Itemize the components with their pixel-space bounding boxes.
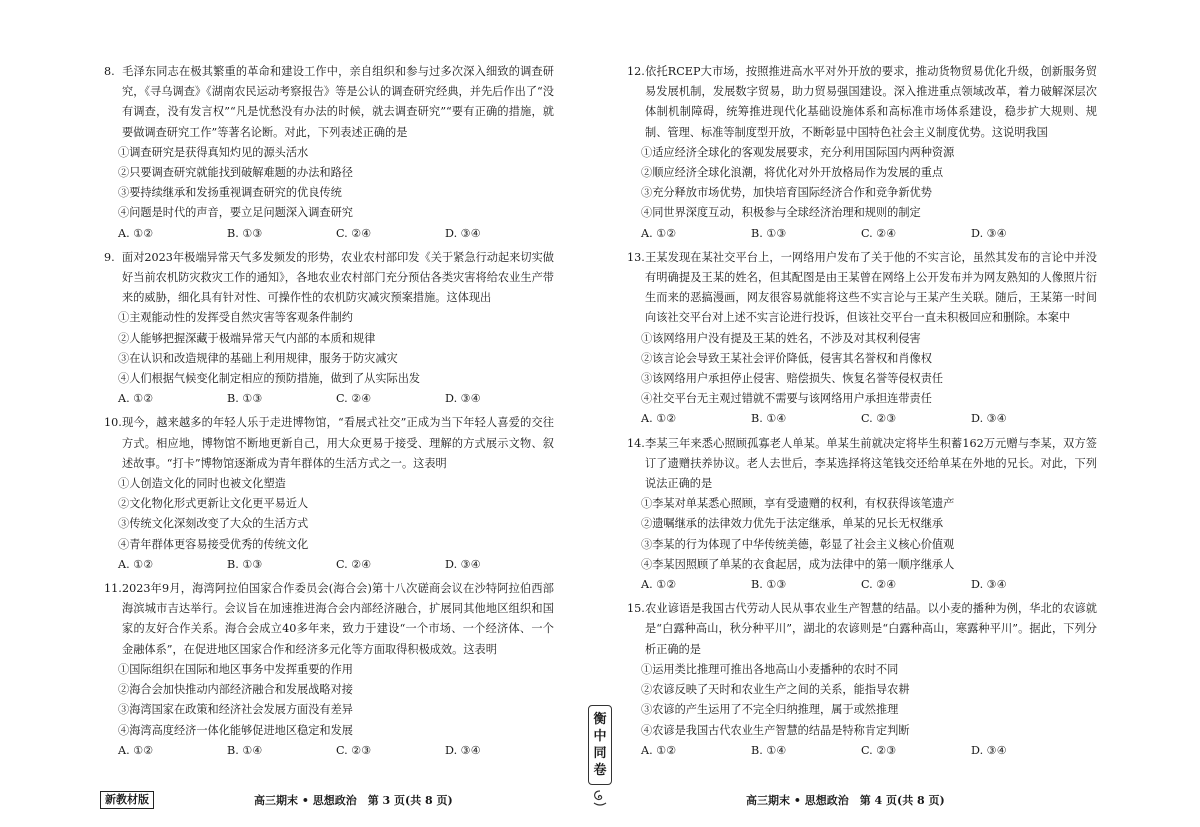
answer-choice: A. ①② <box>641 226 677 240</box>
statement-option: ②遗嘱继承的法律效力优先于法定继承，单某的兄长无权继承 <box>641 517 944 531</box>
page-footer-left: 高三期末 • 思想政治 第 3 页(共 8 页) <box>254 794 453 807</box>
question-block <box>104 579 554 761</box>
answer-choice: A. ①② <box>641 578 677 592</box>
answer-choice: D. ③④ <box>971 412 1007 426</box>
statement-option: ③传统文化深刻改变了大众的生活方式 <box>118 517 309 531</box>
answer-choice: A. ①② <box>641 412 677 426</box>
question-block <box>104 62 554 244</box>
answer-choice: C. ②③ <box>861 412 897 426</box>
question-number: 15. <box>627 602 645 616</box>
question-text: 现今，越来越多的年轻人乐于走进博物馆，“看展式社交”正成为当下年轻人喜爱的交往方式。相应地，博物馆不断地更新自己，用大众更易于接受、理解的方式展示文物、叙述故事。“打卡”博物馆逐渐成为青年群体的生活方式之一。这表明 <box>122 416 554 470</box>
answer-choice: B. ①④ <box>751 412 787 426</box>
statement-option: ③充分释放市场优势，加快培育国际经济合作和竞争新优势 <box>641 186 932 200</box>
answer-choice: A. ①② <box>118 392 154 406</box>
answer-choices <box>104 741 554 761</box>
swirl-ornament-icon <box>590 788 610 808</box>
answer-choices <box>627 741 1097 761</box>
right-column <box>627 62 1097 765</box>
question-text: 2023年9月，海湾阿拉伯国家合作委员会(海合会)第十八次磋商会议在沙特阿拉伯西部海滨城市吉达举行。会议旨在加速推进海合会内部经济融合，扩展同其他地区组织和国家的友好合作关系。海合会成立40多年来，致力于建设“一个市场、一个经济体、一个金融体系”，在促进地区国家合作和经济多元化等方面取得积极成效。这表明 <box>122 582 554 656</box>
statement-option: ①调查研究是获得真知灼见的源头活水 <box>118 145 309 159</box>
statement-option: ①该网络用户没有提及王某的姓名，不涉及对其权利侵害 <box>641 331 921 345</box>
answer-choices <box>627 575 1097 595</box>
question-stem <box>104 579 554 660</box>
statement-option: ①主观能动性的发挥受自然灾害等客观条件制约 <box>118 311 353 325</box>
question-stem <box>627 62 1097 143</box>
statement-option: ①人创造文化的同时也被文化塑造 <box>118 477 286 491</box>
answer-choice: C. ②④ <box>336 557 372 571</box>
question-block <box>627 248 1097 430</box>
statement-option: ③李某的行为体现了中华传统美德，彰显了社会主义核心价值观 <box>641 537 955 551</box>
question-number: 13. <box>627 250 645 264</box>
question-text: 依托RCEP大市场，按照推进高水平对外开放的要求，推动货物贸易优化升级，创新服务贸易发展机制，发展数字贸易，助力贸易强国建设。深入推进重点领域改革，着力破解深层次体制机制障碍，统筹推进现代化基础设施体系和高标准市场体系建设，稳步扩大规则、规制、管理、标准等制度型开放，不断彰显中国特色社会主义制度优势。这说明我国 <box>645 65 1097 139</box>
answer-choice: D. ③④ <box>971 578 1007 592</box>
answer-choice: D. ③④ <box>445 392 481 406</box>
answer-choice: C. ②④ <box>336 226 372 240</box>
statement-option: ④海湾高度经济一体化能够促进地区稳定和发展 <box>118 723 353 737</box>
seal-char: 中 <box>593 729 607 744</box>
statement-option: ①运用类比推理可推出各地高山小麦播种的农时不同 <box>641 662 899 676</box>
answer-choice: C. ②④ <box>861 578 897 592</box>
statement-option: ①适应经济全球化的客观发展要求，充分利用国际国内两种资源 <box>641 145 955 159</box>
answer-choice: B. ①③ <box>227 557 263 571</box>
statement-option: ④人们根据气候变化制定相应的预防措施，做到了从实际出发 <box>118 372 421 386</box>
hengzhong-seal <box>588 705 612 785</box>
answer-choice: B. ①③ <box>227 226 263 240</box>
left-column <box>104 62 554 765</box>
statement-option: ②人能够把握深藏于极端异常天气内部的本质和规律 <box>118 331 376 345</box>
statement-option: ④农谚是我国古代农业生产智慧的结晶是特称肯定判断 <box>641 723 910 737</box>
answer-choice: B. ①③ <box>751 578 787 592</box>
question-block <box>627 62 1097 244</box>
question-number: 8. <box>104 65 115 78</box>
statement-option: ②顺应经济全球化浪潮，将优化对外开放格局作为发展的重点 <box>641 166 944 180</box>
statement-option: ④同世界深度互动，积极参与全球经济治理和规则的制定 <box>641 206 921 220</box>
question-stem <box>104 248 554 309</box>
question-number: 9. <box>104 250 115 264</box>
question-number: 10. <box>104 416 122 430</box>
statement-option: ②该言论会导致王某社会评价降低，侵害其名誉权和肖像权 <box>641 351 932 365</box>
answer-choice: A. ①② <box>641 743 677 757</box>
statement-option: ③农谚的产生运用了不完全归纳推理，属于或然推理 <box>641 703 899 717</box>
statement-option: ②只要调查研究就能找到破解难题的办法和路径 <box>118 166 353 180</box>
answer-choice: A. ①② <box>118 226 154 240</box>
answer-choice: C. ②④ <box>336 392 372 406</box>
question-text: 农业谚语是我国古代劳动人民从事农业生产智慧的结晶。以小麦的播种为例，华北的农谚就是“白露种高山，秋分种平川”，湖北的农谚则是“白露种高山，寒露种平川”。据此，下列分析正确的是 <box>645 602 1097 656</box>
answer-choice: A. ①② <box>118 743 154 757</box>
answer-choice: B. ①③ <box>227 392 263 406</box>
answer-choice: D. ③④ <box>445 743 481 757</box>
question-text: 王某发现在某社交平台上，一网络用户发布了关于他的不实言论，虽然其发布的言论中并没有明确提及王某的姓名，但其配图是由王某曾在网络上公开发布并为网友熟知的人像照片衍生而来的恶搞漫画，网友很容易就能将这些不实言论与王某产生关联。随后，王某第一时间向该社交平台对上述不实言论进行投诉，但该社交平台一直未积极回应和删除。本案中 <box>645 250 1097 325</box>
question-stem <box>104 62 554 143</box>
seal-char: 同 <box>593 746 607 761</box>
answer-choices <box>627 224 1097 244</box>
question-block <box>104 248 554 410</box>
statement-option: ④问题是时代的声音，要立足问题深入调查研究 <box>118 206 353 220</box>
question-stem <box>627 599 1097 660</box>
question-text: 面对2023年极端异常天气多发频发的形势，农业农村部印发《关于紧急行动起来切实做好当前农机防灾救灾工作的通知》，各地农业农村部门充分预估各类灾害将给农业生产带来的威胁，细化具有针对性、可操作性的农机防灾减灾预案措施。这体现出 <box>122 250 554 305</box>
page-footer-right: 高三期末 • 思想政治 第 4 页(共 8 页) <box>746 794 945 807</box>
statement-option: ①李某对单某悉心照顾，享有受遗赠的权利，有权获得该笔遗产 <box>641 497 955 511</box>
answer-choices <box>627 409 1097 429</box>
question-number: 12. <box>627 65 645 78</box>
answer-choice: A. ①② <box>118 557 154 571</box>
answer-choice: D. ③④ <box>445 557 481 571</box>
answer-choices <box>104 389 554 409</box>
question-number: 11. <box>104 582 122 596</box>
statement-option: ④青年群体更容易接受优秀的传统文化 <box>118 537 309 551</box>
question-block <box>627 599 1097 761</box>
answer-choice: C. ②③ <box>336 743 372 757</box>
new-edition-tag: 新教材版 <box>100 791 154 809</box>
question-block <box>627 434 1097 596</box>
answer-choice: B. ①④ <box>751 743 787 757</box>
answer-choices <box>104 555 554 575</box>
seal-char: 卷 <box>593 763 607 778</box>
question-stem <box>627 248 1097 329</box>
statement-option: ③海湾国家在政策和经济社会发展方面没有差异 <box>118 703 353 717</box>
answer-choice: C. ②③ <box>861 743 897 757</box>
question-stem <box>627 434 1097 495</box>
statement-option: ③该网络用户承担停止侵害、赔偿损失、恢复名誉等侵权责任 <box>641 372 944 386</box>
answer-choice: D. ③④ <box>971 226 1007 240</box>
statement-option: ②海合会加快推动内部经济融合和发展战略对接 <box>118 683 353 697</box>
answer-choice: D. ③④ <box>971 743 1007 757</box>
question-text: 李某三年来悉心照顾孤寡老人单某。单某生前就决定将毕生积蓄162万元赠与李某，双方签订了遗赠扶养协议。老人去世后，李某选择将这笔钱交还给单某在外地的兄长。对此，下列说法正确的是 <box>645 436 1097 491</box>
statement-option: ①国际组织在国际和地区事务中发挥重要的作用 <box>118 662 353 676</box>
answer-choice: D. ③④ <box>445 226 481 240</box>
answer-choice: C. ②④ <box>861 226 897 240</box>
question-stem <box>104 413 554 474</box>
statement-option: ②农谚反映了天时和农业生产之间的关系，能指导农耕 <box>641 683 910 697</box>
statement-option: ③要持续继承和发扬重视调查研究的优良传统 <box>118 186 342 200</box>
question-block <box>104 413 554 575</box>
answer-choices <box>104 224 554 244</box>
answer-choice: B. ①③ <box>751 226 787 240</box>
statement-option: ②文化物化形式更新让文化更平易近人 <box>118 497 309 511</box>
statement-option: ③在认识和改造规律的基础上利用规律，服务于防灾减灾 <box>118 351 398 365</box>
statement-option: ④社交平台无主观过错就不需要与该网络用户承担连带责任 <box>641 392 932 406</box>
question-text: 毛泽东同志在极其繁重的革命和建设工作中，亲自组织和参与过多次深入细致的调查研究，《寻乌调查》《湖南农民运动考察报告》等是公认的调查研究经典，并先后作出了“没有调查，没有发言权”“凡是忧愁没有办法的时候，就去调查研究”“要有正确的措施，就要做调查研究工作”等著名论断。对此，下列表述正确的是 <box>122 65 554 139</box>
answer-choice: B. ①④ <box>227 743 263 757</box>
seal-char: 衡 <box>593 712 607 727</box>
question-number: 14. <box>627 436 645 450</box>
statement-option: ④李某因照顾了单某的衣食起居，成为法律中的第一顺序继承人 <box>641 557 955 571</box>
